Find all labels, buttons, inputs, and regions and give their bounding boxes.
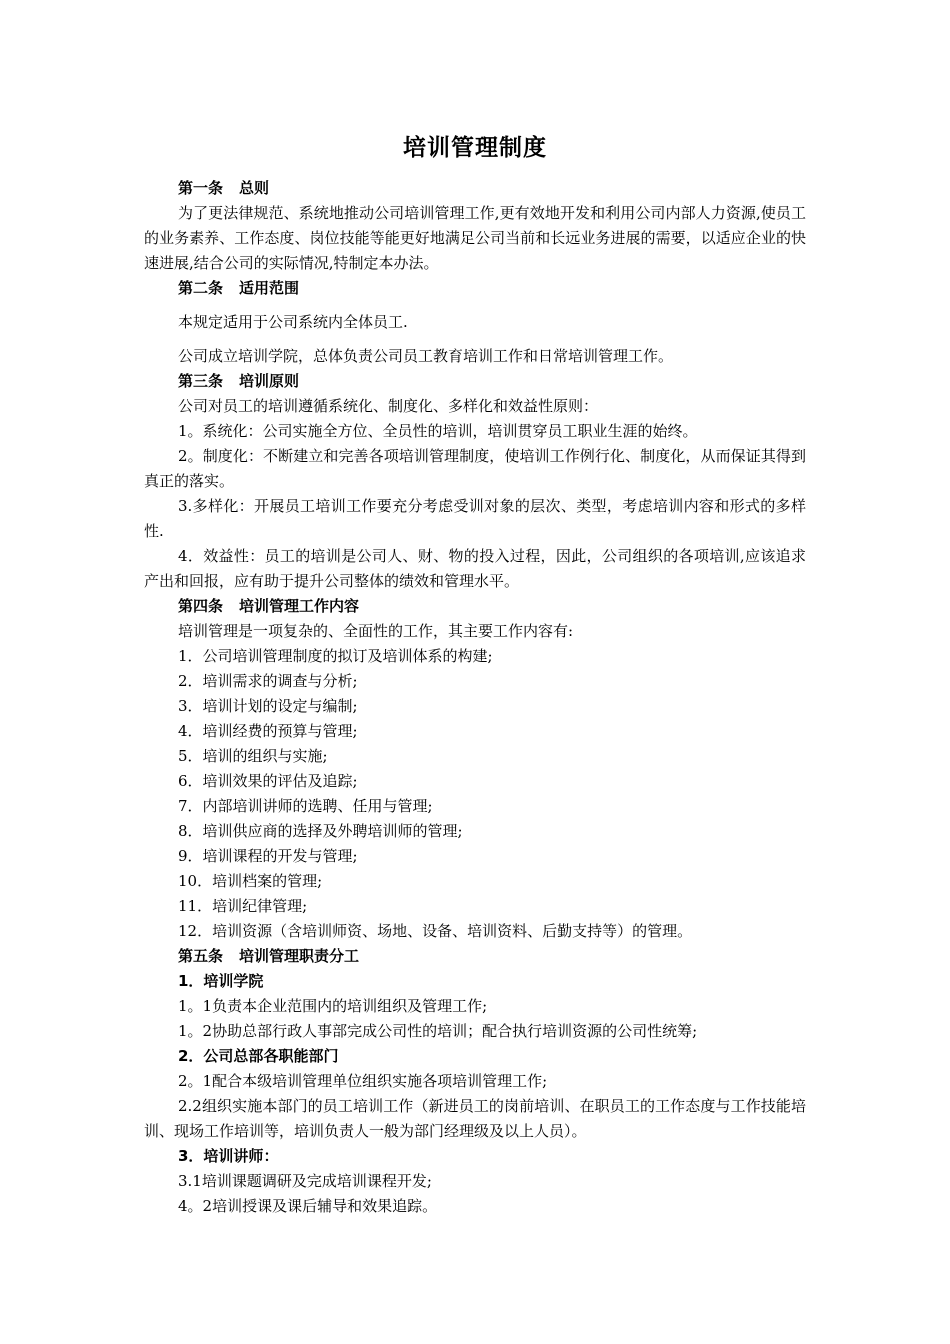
article-1-paragraph: 为了更法律规范、系统地推动公司培训管理工作,更有效地开发和利用公司内部人力资源,使员工的业务素养、工作态度、岗位技能等能更好地满足公司当前和长远业务进展的需要，以适应企业的快速进展,结合公司的实际情况,特制定本办法。 [144,204,806,272]
list-item: 8．培训供应商的选择及外聘培训师的管理; [178,822,463,840]
article-4-heading [144,594,806,619]
article-number: 第二条 [178,279,224,297]
article-2-paragraph-2: 公司成立培训学院，总体负责公司员工教育培训工作和日常培训管理工作。 [178,347,674,365]
article-1-heading [144,176,806,201]
article-3-item-1: 1。系统化：公司实施全方位、全员性的培训，培训贯穿员工职业生涯的始终。 [178,422,698,440]
article-name: 培训管理职责分工 [239,947,360,965]
list-item: 3．培训计划的设定与编制; [178,697,358,715]
section-3-item-1: 3.1培训课题调研及完成培训课程开发; [178,1172,432,1190]
list-item: 7．内部培训讲师的选聘、任用与管理; [178,797,433,815]
document-title: 培训管理制度 [403,135,547,161]
article-2-heading [144,276,806,301]
section-3-item-2: 4。2培训授课及课后辅导和效果追踪。 [178,1197,438,1215]
article-3-item-4: 4．效益性：员工的培训是公司人、财、物的投入过程，因此，公司组织的各项培训,应该追求产出和回报，应有助于提升公司整体的绩效和管理水平。 [144,547,806,590]
article-name: 适用范围 [239,279,300,297]
list-item: 11．培训纪律管理; [178,897,308,915]
list-item: 10．培训档案的管理; [178,872,323,890]
list-item: 6．培训效果的评估及追踪; [178,772,358,790]
article-3-item-2: 2。制度化：不断建立和完善各项培训管理制度，使培训工作例行化、制度化，从而保证其得到真正的落实。 [144,447,806,490]
article-5-heading [144,944,806,969]
document-page [144,128,806,1219]
article-2-paragraph-1: 本规定适用于公司系统内全体员工. [178,313,408,331]
article-3-intro: 公司对员工的培训遵循系统化、制度化、多样化和效益性原则： [178,397,599,415]
section-2-item-2: 2.2组织实施本部门的员工培训工作（新进员工的岗前培训、在职员工的工作态度与工作技能培训、现场工作培训等，培训负责人一般为部门经理级及以上人员）。 [144,1097,806,1140]
list-item: 1．公司培训管理制度的拟订及培训体系的构建; [178,647,493,665]
section-1-heading: 1．培训学院 [178,972,264,990]
article-3-heading [144,369,806,394]
list-item: 4．培训经费的预算与管理; [178,722,358,740]
section-2-item-1: 2。1配合本级培训管理单位组织实施各项培训管理工作; [178,1072,548,1090]
section-1-item-1: 1。1负责本企业范围内的培训组织及管理工作; [178,997,488,1015]
section-2-heading: 2．公司总部各职能部门 [178,1047,339,1065]
article-name: 培训原则 [239,372,300,390]
article-number: 第三条 [178,372,224,390]
article-number: 第一条 [178,179,224,197]
section-1-item-2: 1。2协助总部行政人事部完成公司性的培训；配合执行培训资源的公司性统筹; [178,1022,698,1040]
article-number: 第四条 [178,597,224,615]
list-item: 9．培训课程的开发与管理; [178,847,358,865]
article-name: 培训管理工作内容 [239,597,360,615]
list-item: 2．培训需求的调查与分析; [178,672,358,690]
list-item: 5．培训的组织与实施; [178,747,328,765]
section-3-heading: 3．培训讲师： [178,1147,279,1165]
article-number: 第五条 [178,947,224,965]
article-4-intro: 培训管理是一项复杂的、全面性的工作，其主要工作内容有: [178,622,574,640]
list-item: 12．培训资源（含培训师资、场地、设备、培训资料、后勤支持等）的管理。 [178,922,693,940]
article-name: 总则 [239,179,270,197]
article-3-item-3: 3.多样化：开展员工培训工作要充分考虑受训对象的层次、类型，考虑培训内容和形式的多样性. [144,497,806,540]
